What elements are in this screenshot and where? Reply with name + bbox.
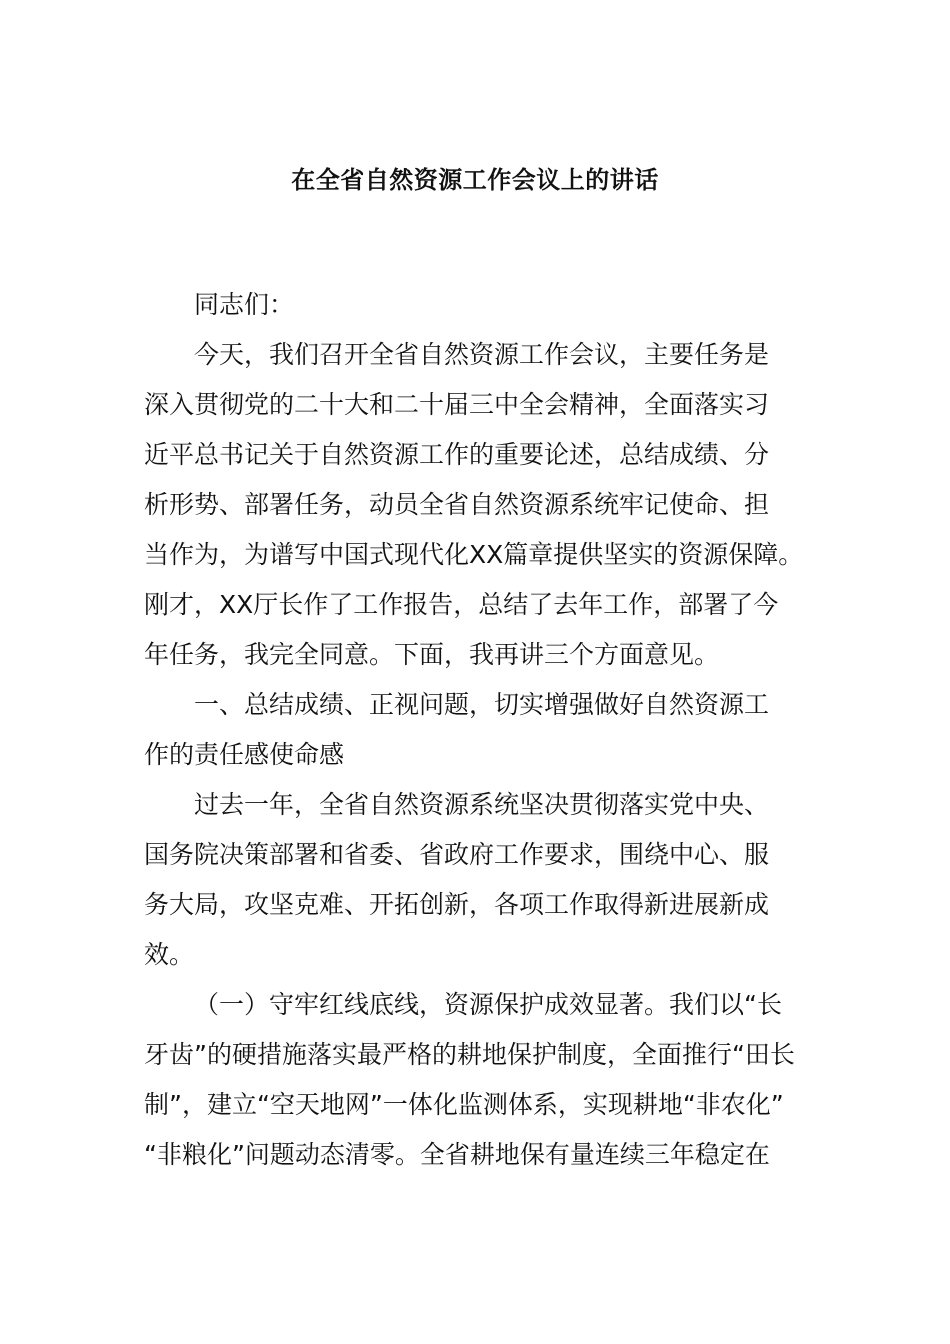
paragraph-line: 效。 — [144, 940, 195, 969]
section-heading-line: 作的责任感使命感 — [144, 740, 345, 769]
section-heading-line: 一、总结成绩、正视问题，切实增强做好自然资源工 — [194, 690, 770, 719]
paragraph-line: 析形势、部署任务，动员全省自然资源系统牢记使命、担 — [144, 490, 770, 519]
paragraph-line: 年任务，我完全同意。下面，我再讲三个方面意见。 — [144, 640, 720, 669]
paragraph-line: 深入贯彻党的二十大和二十届三中全会精神，全面落实习 — [144, 390, 770, 419]
paragraph-line: 务大局，攻坚克难、开拓创新，各项工作取得新进展新成 — [144, 890, 770, 919]
paragraph-line: 过去一年，全省自然资源系统坚决贯彻落实党中央、 — [194, 790, 770, 819]
salutation-line: 同志们： — [194, 290, 295, 319]
paragraph-line: 今天，我们召开全省自然资源工作会议，主要任务是 — [194, 340, 770, 369]
document-body — [144, 280, 812, 1180]
paragraph-line: “非粮化”问题动态清零。全省耕地保有量连续三年稳定在 — [144, 1140, 770, 1169]
paragraph-line: 牙齿”的硬措施落实最严格的耕地保护制度，全面推行“田长 — [144, 1040, 795, 1069]
paragraph-line: 当作为，为谱写中国式现代化XX篇章提供坚实的资源保障。 — [144, 540, 804, 569]
paragraph-line: 刚才，XX厅长作了工作报告，总结了去年工作，部署了今 — [144, 590, 779, 619]
paragraph-line: 制”，建立“空天地网”一体化监测体系，实现耕地“非农化” — [144, 1090, 784, 1119]
paragraph-line: 国务院决策部署和省委、省政府工作要求，围绕中心、服 — [144, 840, 770, 869]
paragraph-line: 近平总书记关于自然资源工作的重要论述，总结成绩、分 — [144, 440, 770, 469]
subsection-line: （一）守牢红线底线，资源保护成效显著。我们以“长 — [194, 990, 782, 1019]
document-title: 在全省自然资源工作会议上的讲话 — [291, 166, 659, 194]
